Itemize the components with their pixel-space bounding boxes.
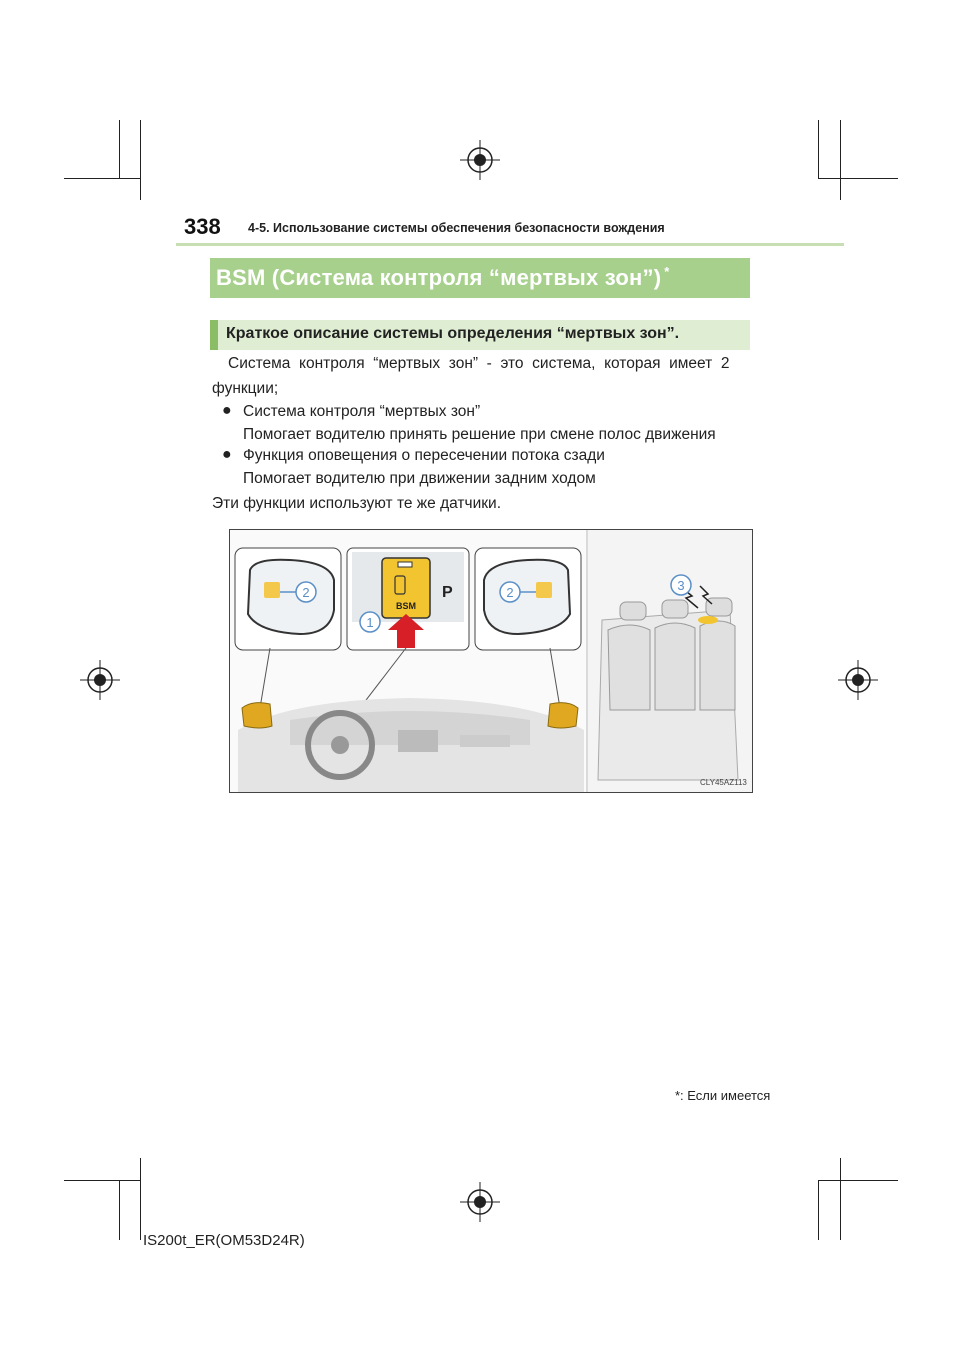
intro-line-2: функции; (212, 380, 279, 397)
footnote: *: Если имеется (675, 1088, 771, 1103)
bullet-item-desc: Помогает водителю принять решение при смене полос движения (243, 426, 716, 443)
callout-3: 3 (677, 578, 685, 593)
bullet-icon: ● (222, 402, 232, 419)
crop-mark (64, 1180, 140, 1181)
bsm-illustration (229, 529, 753, 793)
page-number: 338 (184, 214, 221, 239)
crop-mark (140, 120, 141, 200)
page-title (216, 264, 670, 291)
crop-mark (140, 1158, 141, 1240)
crop-mark (119, 120, 120, 178)
parking-label: P (442, 584, 453, 601)
callout-2-right: 2 (506, 585, 514, 600)
crop-mark (818, 178, 898, 179)
page-title-text: BSM (Система контроля “мертвых зон”) (216, 265, 662, 290)
model-code: IS200t_ER(OM53D24R) (143, 1232, 305, 1249)
bsm-illustration-art (230, 530, 752, 792)
header-divider (176, 243, 844, 246)
crop-mark (840, 1158, 841, 1240)
crop-mark (119, 1180, 120, 1240)
title-asterisk: * (664, 264, 670, 279)
registration-target-icon (838, 660, 878, 700)
figure-code: CLY45AZ113 (700, 778, 747, 787)
crop-mark (818, 1180, 898, 1181)
subheading-accent (210, 320, 218, 350)
subheading: Краткое описание системы определения “мертвых зон”. (226, 325, 680, 342)
crop-mark (64, 178, 140, 179)
crop-mark (818, 120, 819, 178)
intro-line-1: Система контроля “мертвых зон” - это система, которая имеет 2 (228, 355, 730, 372)
callout-2-left: 2 (302, 585, 310, 600)
registration-target-icon (80, 660, 120, 700)
section-title: 4-5. Использование системы обеспечения безопасности вождения (248, 221, 665, 235)
crop-mark (818, 1180, 819, 1240)
bullet-item-title: Функция оповещения о пересечении потока сзади (243, 447, 605, 464)
bullet-item-title: Система контроля “мертвых зон” (243, 403, 481, 420)
crop-mark (840, 120, 841, 200)
bsm-button-label: BSM (396, 601, 416, 611)
callout-1: 1 (366, 615, 374, 630)
outro-text: Эти функции используют те же датчики. (212, 495, 501, 512)
registration-target-icon (460, 1182, 500, 1222)
bullet-item-desc: Помогает водителю при движении задним ходом (243, 470, 596, 487)
bullet-icon: ● (222, 446, 232, 463)
registration-target-icon (460, 140, 500, 180)
